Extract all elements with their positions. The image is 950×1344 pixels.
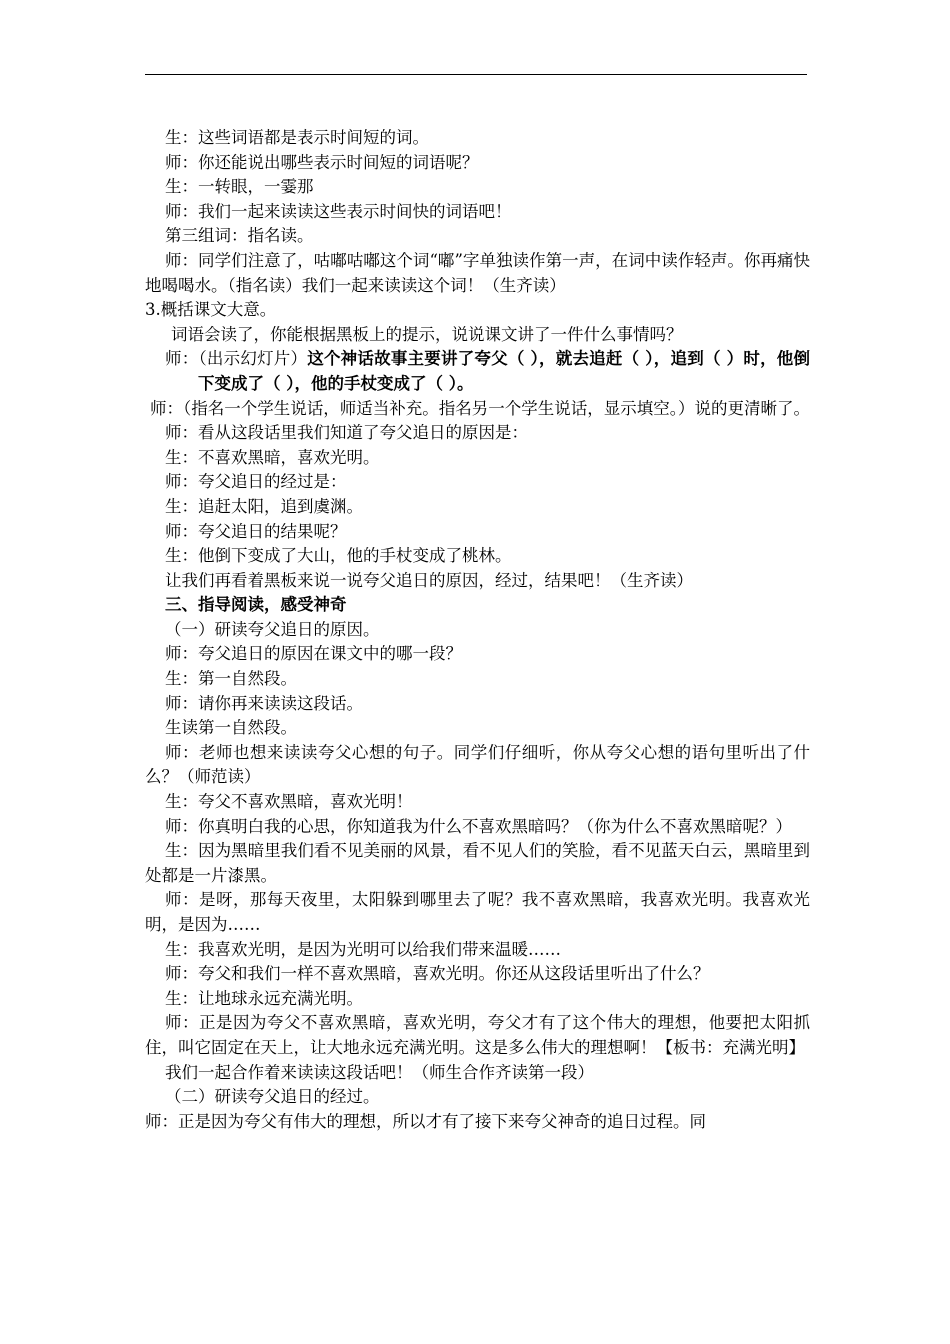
- paragraph: 师：同学们注意了，咕嘟咕嘟这个词“嘟”字单独读作第一声，在词中读作轻声。你再痛快地喝喝水。（指名读）我们一起来读读这个词！（生齐读）: [145, 250, 810, 295]
- section-heading: 三、指导阅读，感受神奇: [165, 595, 347, 615]
- paragraph: 师：夸父追日的经过是：: [165, 472, 347, 492]
- paragraph: 生：第一自然段。: [165, 669, 297, 689]
- slide-prompt: [145, 347, 810, 396]
- paragraph: 师：我们一起来读读这些表示时间快的词语吧！: [165, 201, 512, 221]
- subsection-heading: （一）研读夸父追日的原因。: [165, 619, 380, 639]
- paragraph: 师：夸父追日的结果呢？: [165, 521, 347, 541]
- paragraph: 师：请你再来读读这段话。: [165, 693, 363, 713]
- paragraph: 生：这些词语都是表示时间短的词。: [165, 128, 429, 147]
- header-rule: [145, 74, 807, 75]
- paragraph: 我们一起合作着来读读这段话吧！（师生合作齐读第一段）: [165, 1062, 594, 1082]
- paragraph: 师：看从这段话里我们知道了夸父追日的原因是：: [165, 423, 528, 443]
- paragraph: 师：正是因为夸父有伟大的理想，所以才有了接下来夸父神奇的追日过程。同: [145, 1111, 706, 1131]
- document-body: [145, 126, 810, 1134]
- paragraph: 师：是呀，那每天夜里，太阳躲到哪里去了呢？我不喜欢黑暗，我喜欢光明。我喜欢光明，是因为……: [145, 890, 810, 934]
- paragraph: 生：因为黑暗里我们看不见美丽的风景，看不见人们的笑脸，看不见蓝天白云，黑暗里到处都是一片漆黑。: [145, 841, 810, 885]
- paragraph: 生：我喜欢光明，是因为光明可以给我们带来温暖……: [165, 939, 561, 959]
- paragraph: 让我们再看着黑板来说一说夸父追日的原因，经过，结果吧！（生齐读）: [165, 570, 693, 590]
- paragraph: 生读第一自然段。: [165, 718, 297, 738]
- slide-prompt-text: 这个神话故事主要讲了夸父（ ），就去追赶（ ），追到（ ）时，他倒下变成了（ ），他的手杖变成了（ ）。: [198, 349, 811, 393]
- paragraph: 师：你还能说出哪些表示时间短的词语呢？: [165, 152, 479, 172]
- paragraph: 词语会读了，你能根据黑板上的提示，说说课文讲了一件什么事情吗？: [171, 324, 683, 344]
- paragraph: 师：正是因为夸父不喜欢黑暗，喜欢光明，夸父才有了这个伟大的理想，他要把太阳抓住，叫它固定在天上，让大地永远充满光明。这是多么伟大的理想啊！【板书：充满光明】: [145, 1013, 810, 1057]
- paragraph: 生：一转眼，一霎那: [165, 177, 314, 197]
- slide-prompt-label: 师：（出示幻灯片）: [165, 349, 308, 369]
- paragraph: 师：（指名一个学生说话，师适当补充。指名另一个学生说话，显示填空。）说的更清晰了。: [150, 398, 810, 418]
- paragraph: 生：夸父不喜欢黑暗，喜欢光明！: [165, 792, 413, 812]
- subsection-heading: （二）研读夸父追日的经过。: [165, 1087, 380, 1107]
- paragraph: 第三组词：指名读。: [165, 226, 314, 246]
- paragraph: 师：夸父追日的原因在课文中的哪一段？: [165, 644, 462, 664]
- paragraph: 生：他倒下变成了大山，他的手杖变成了桃林。: [165, 546, 512, 566]
- paragraph: 生：让地球永远充满光明。: [165, 988, 363, 1008]
- section-heading: 3.概括课文大意。: [145, 300, 277, 320]
- paragraph: 生：追赶太阳，追到虞渊。: [165, 496, 363, 516]
- paragraph: 师：你真明白我的心思，你知道我为什么不喜欢黑暗吗？（你为什么不喜欢黑暗呢？）: [165, 816, 792, 836]
- paragraph: 师：夸父和我们一样不喜欢黑暗，喜欢光明。你还从这段话里听出了什么？: [165, 964, 710, 984]
- paragraph: 师：老师也想来读读夸父心想的句子。同学们仔细听，你从夸父心想的语句里听出了什么？（师范读）: [145, 742, 810, 787]
- paragraph: 生：不喜欢黑暗，喜欢光明。: [165, 447, 380, 467]
